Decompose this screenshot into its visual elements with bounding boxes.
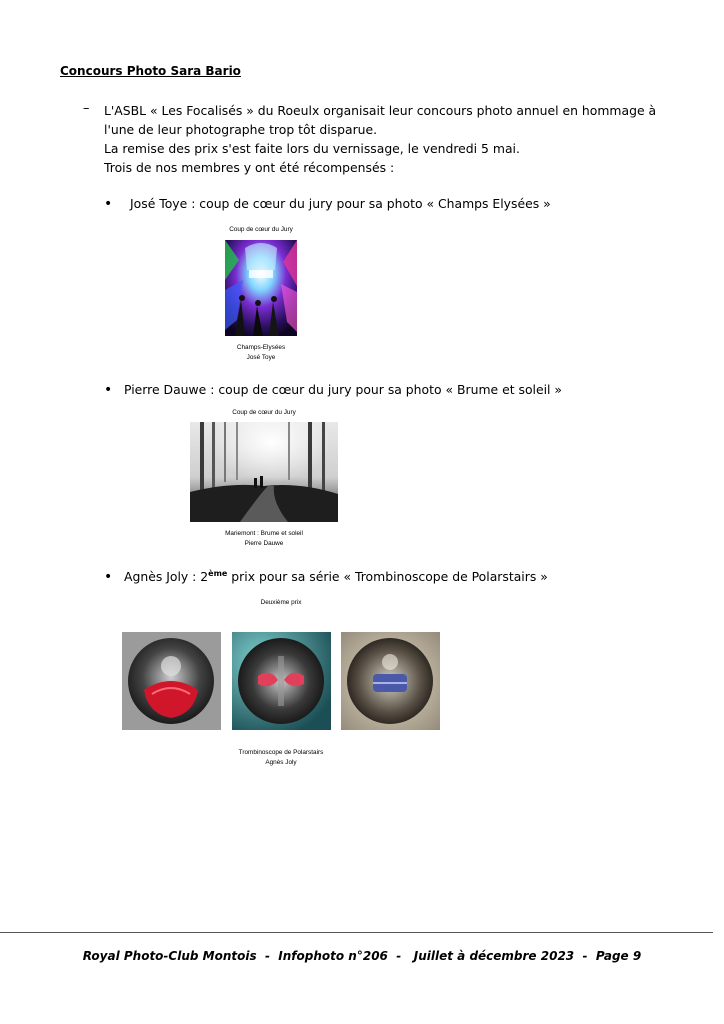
award-text-pierre-dauwe: Pierre Dauwe : coup de cœur du jury pour sa photo « Brume et soleil »	[124, 382, 563, 397]
photo-polarstairs-1	[122, 632, 221, 730]
superscript: ème	[208, 569, 228, 578]
photo-title: Mariemont : Brume et soleil	[225, 530, 303, 537]
list-dash: –	[83, 101, 90, 116]
series-title: Trombinoscope de Polarstairs	[238, 749, 324, 756]
footer-divider	[0, 932, 713, 933]
intro-paragraph	[104, 101, 684, 177]
photo-polarstairs-3	[341, 632, 440, 730]
bullet-dot: •	[104, 196, 113, 212]
intro-line: l'une de leur photographe trop tôt disparue.	[104, 122, 378, 137]
photo-brume-et-soleil	[190, 422, 338, 522]
award-text-agnes-joly: Agnès Joly : 2ème prix pour sa série « Trombinoscope de Polarstairs »	[124, 569, 548, 585]
award-caption-top: Coup de cœur du Jury	[229, 226, 293, 233]
photo-author: Agnès Joly	[265, 758, 297, 766]
bullet-dot: •	[104, 382, 113, 398]
intro-line: Trois de nos membres y ont été récompensés :	[104, 160, 395, 175]
award-caption-bottom	[206, 748, 356, 767]
bullet-dot: •	[104, 569, 113, 585]
page-title: Concours Photo Sara Bario	[60, 64, 241, 78]
intro-line: La remise des prix s'est faite lors du vernissage, le vendredi 5 mai.	[104, 141, 520, 156]
photo-author: José Toye	[246, 353, 276, 361]
photo-champs-elysees	[225, 240, 297, 336]
photo-polarstairs-2	[232, 632, 331, 730]
award-caption-bottom	[190, 529, 338, 548]
photo-author: Pierre Dauwe	[244, 539, 284, 547]
intro-line: L'ASBL « Les Focalisés » du Roeulx organisait leur concours photo annuel en hommage à	[104, 103, 657, 118]
award-caption-top: Deuxième prix	[260, 599, 302, 606]
award-text-jose-toye: José Toye : coup de cœur du jury pour sa photo « Champs Elysées »	[130, 196, 551, 211]
photo-title: Champs-Elysées	[236, 344, 286, 351]
page-footer: Royal Photo-Club Montois - Infophoto n°206 - Juillet à décembre 2023 - Page 9	[82, 949, 642, 963]
award-caption-top: Coup de cœur du Jury	[232, 409, 296, 416]
award-caption-bottom	[206, 343, 316, 362]
